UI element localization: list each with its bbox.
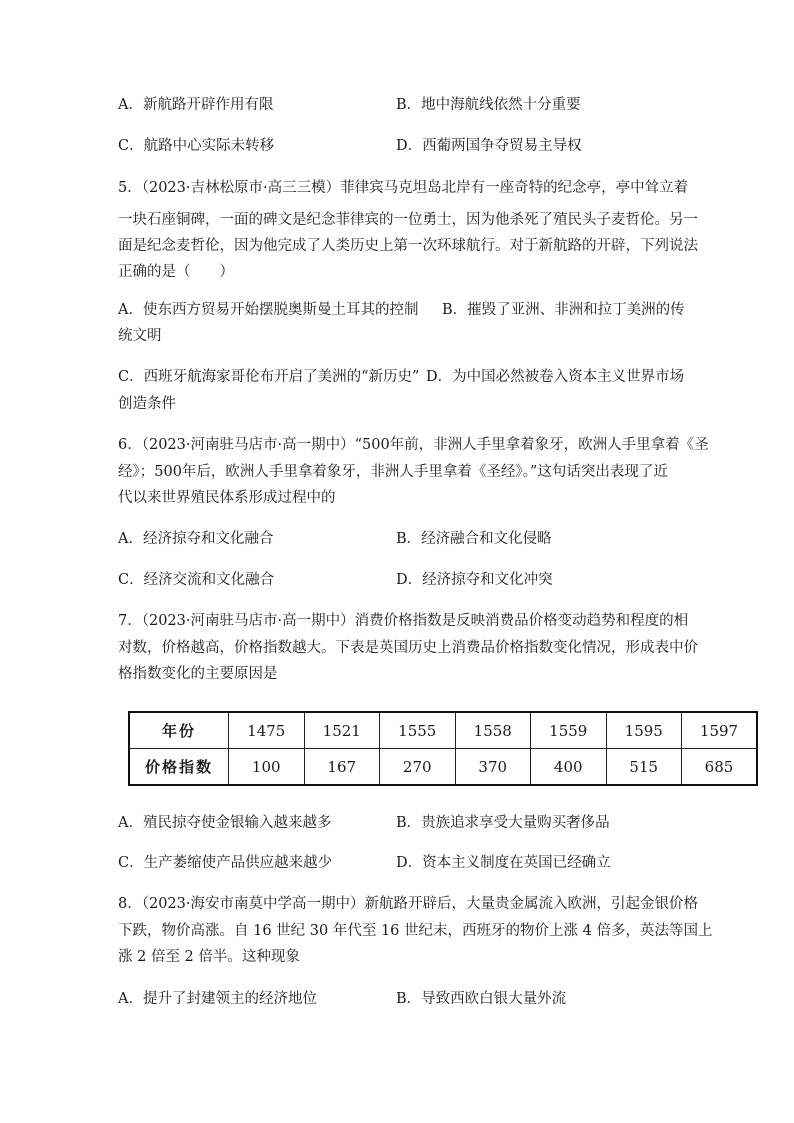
q4-option-a[interactable]: A．新航路开辟作用有限 bbox=[118, 97, 274, 113]
q6-option-b[interactable]: B．经济融合和文化侵略 bbox=[396, 531, 552, 547]
table-cell: 270 bbox=[380, 749, 456, 786]
table-cell: 100 bbox=[229, 749, 305, 786]
q5-option-a[interactable]: A．使东西方贸易开始摆脱奥斯曼土耳其的控制 bbox=[118, 302, 419, 318]
q8-stem-line-3: 涨 2 倍至 2 倍半。这种现象 bbox=[118, 949, 300, 965]
table-cell: 1475 bbox=[229, 712, 305, 749]
price-index-table bbox=[128, 711, 758, 786]
table-cell: 1558 bbox=[455, 712, 531, 749]
q5-stem-line-1: 5．（2023·吉林松原市·高三三模）菲律宾马克坦岛北岸有一座奇特的纪念亭，亭中耸立着 bbox=[118, 180, 689, 196]
q7-stem-line-1: 7．（2023·河南驻马店市·高一期中）消费价格指数是反映消费品价格变动趋势和程度的相 bbox=[118, 613, 689, 629]
q6-stem-line-3: 代以来世界殖民体系形成过程中的 bbox=[118, 490, 336, 506]
table-row-index bbox=[129, 749, 757, 786]
q4-option-b[interactable]: B．地中海航线依然十分重要 bbox=[396, 97, 581, 113]
q6-option-a[interactable]: A．经济掠夺和文化融合 bbox=[118, 531, 274, 547]
q8-option-a[interactable]: A．提升了封建领主的经济地位 bbox=[118, 991, 317, 1007]
table-cell: 167 bbox=[304, 749, 380, 786]
q8-stem-line-2: 下跌，物价高涨。自 16 世纪 30 年代至 16 世纪末，西班牙的物价上涨 4 倍多，英法等国上 bbox=[118, 923, 713, 939]
table-cell: 1597 bbox=[682, 712, 758, 749]
q5-stem-line-2: 一块石座铜碑，一面的碑文是纪念菲律宾的一位勇士，因为他杀死了殖民头子麦哲伦。另一 bbox=[118, 212, 698, 228]
q6-option-c[interactable]: C．经济交流和文化融合 bbox=[118, 572, 275, 588]
q5-stem-line-4: 正确的是（ ） bbox=[118, 264, 234, 280]
q4-option-c[interactable]: C．航路中心实际未转移 bbox=[118, 138, 275, 154]
q4-option-d[interactable]: D．西葡两国争夺贸易主导权 bbox=[396, 138, 582, 154]
table-cell: 1521 bbox=[304, 712, 380, 749]
table-cell: 1559 bbox=[531, 712, 607, 749]
table-cell: 1595 bbox=[606, 712, 682, 749]
q5-option-d[interactable]: D．为中国必然被卷入资本主义世界市场 bbox=[426, 369, 685, 385]
table-cell: 1555 bbox=[380, 712, 456, 749]
q6-stem-line-2: 经》；500年后，欧洲人手里拿着象牙，非洲人手里拿着《圣经》。”这句话突出表现了近 bbox=[118, 464, 668, 480]
table-cell: 685 bbox=[682, 749, 758, 786]
q8-option-b[interactable]: B．导致西欧白银大量外流 bbox=[396, 991, 567, 1007]
q6-option-d[interactable]: D．经济掠夺和文化冲突 bbox=[396, 572, 553, 588]
q5-option-b[interactable]: B．摧毁了亚洲、非洲和拉丁美洲的传 bbox=[442, 302, 685, 318]
table-row-years bbox=[129, 712, 757, 749]
q7-stem-line-2: 对数，价格越高，价格指数越大。下表是英国历史上消费品价格指数变化情况，形成表中价 bbox=[118, 640, 698, 656]
q5-option-c[interactable]: C．西班牙航海家哥伦布开启了美洲的“新历史” bbox=[118, 369, 420, 385]
q7-option-b[interactable]: B．贵族追求享受大量购买奢侈品 bbox=[396, 815, 610, 831]
q7-option-c[interactable]: C．生产萎缩使产品供应越来越少 bbox=[118, 855, 333, 871]
q5-stem-line-3: 面是纪念麦哲伦，因为他完成了人类历史上第一次环球航行。对于新航路的开辟，下列说法 bbox=[118, 238, 698, 254]
table-cell: 370 bbox=[455, 749, 531, 786]
q7-stem-line-3: 格指数变化的主要原因是 bbox=[118, 666, 278, 682]
table-header-year: 年份 bbox=[129, 712, 229, 749]
table-header-index: 价格指数 bbox=[129, 749, 229, 786]
q5-option-b-cont: 统文明 bbox=[118, 328, 162, 344]
q7-option-a[interactable]: A．殖民掠夺使金银输入越来越多 bbox=[118, 815, 332, 831]
table-cell: 400 bbox=[531, 749, 607, 786]
q8-stem-line-1: 8．（2023·海安市南莫中学高一期中）新航路开辟后，大量贵金属流入欧洲，引起金银价格 bbox=[118, 896, 698, 912]
q5-option-d-cont: 创造条件 bbox=[118, 396, 176, 412]
q7-option-d[interactable]: D．资本主义制度在英国已经确立 bbox=[396, 855, 611, 871]
q6-stem-line-1: 6．（2023·河南驻马店市·高一期中）“500年前，非洲人手里拿着象牙，欧洲人手里拿着《圣 bbox=[118, 437, 709, 453]
table-cell: 515 bbox=[606, 749, 682, 786]
